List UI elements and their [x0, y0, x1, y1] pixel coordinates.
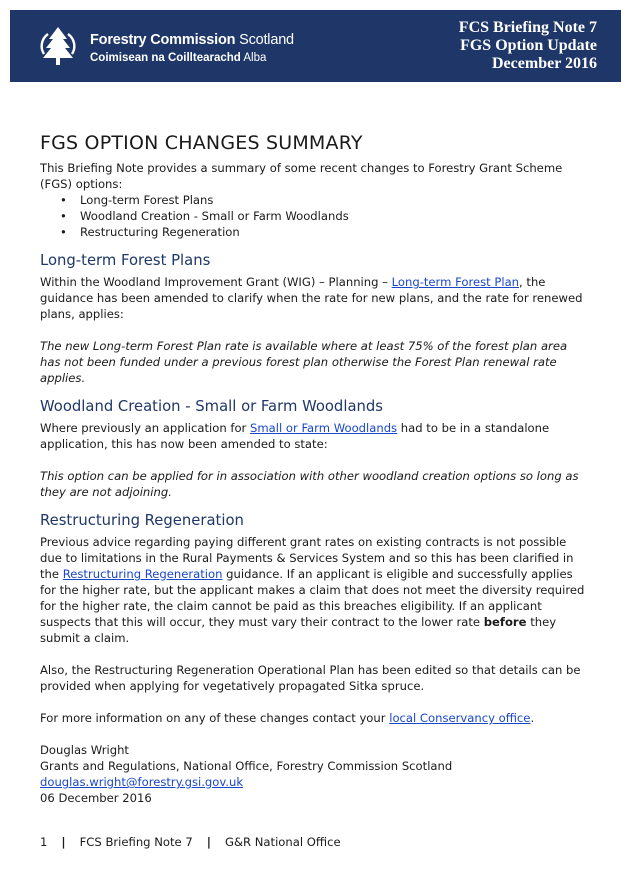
restructuring-paragraph: Previous advice regarding paying different grant rates on existing contracts is not possible due to limitations in the Rural Payments & Services System and so this has been clarified in the Restructuring Regeneration guidance. If an applicant is eligible and successfully applies for the higher rate, but the applicant makes a claim that does not meet the diversity required for the higher rate, the claim cannot be paid as this breaches eligibility. If an applicant suspects that this will occur, they must vary their contract to the lower rate before they submit a claim.	[40, 535, 585, 645]
note-title-line3: December 2016	[492, 55, 597, 72]
list-item: • Restructuring Regeneration	[80, 224, 588, 240]
signature-role: Grants and Regulations, National Office, Forestry Commission Scotland	[40, 759, 453, 773]
tree-logo-icon	[36, 24, 80, 68]
org-gaelic-name: Coimisean na Coilltearachd Alba	[90, 52, 267, 64]
signature-name: Douglas Wright	[40, 743, 129, 757]
forest-plans-quote: The new Long-term Forest Plan rate is available where at least 75% of the forest plan area has not been funded under a previous forest plan otherwise the Forest Plan renewal rate applies.	[40, 339, 568, 385]
document-body	[40, 132, 588, 806]
page-title: FGS OPTION CHANGES SUMMARY	[40, 132, 363, 154]
local-conservancy-office-link[interactable]: local Conservancy office	[389, 711, 531, 725]
footer-doc-name: FCS Briefing Note 7	[79, 835, 193, 849]
option-list	[40, 192, 588, 240]
operational-plan-paragraph: Also, the Restructuring Regeneration Operational Plan has been edited so that details can be provided when applying for vegetatively propagated Sitka spruce.	[40, 663, 581, 693]
signature-date: 06 December 2016	[40, 791, 152, 805]
org-name: Forestry Commission Scotland	[90, 32, 294, 48]
header-banner	[10, 10, 621, 82]
footer-office: G&R National Office	[224, 835, 341, 849]
signature-email	[40, 774, 588, 790]
intro-paragraph: This Briefing Note provides a summary of some recent changes to Forestry Grant Scheme (FGS) options:	[40, 161, 563, 191]
small-or-farm-woodlands-link[interactable]: Small or Farm Woodlands	[250, 421, 398, 435]
page-number: 1	[40, 835, 48, 849]
email-link[interactable]: douglas.wright@forestry.gsi.gov.uk	[40, 775, 244, 789]
restructuring-regeneration-link[interactable]: Restructuring Regeneration	[62, 567, 223, 581]
section-heading-woodland-creation: Woodland Creation - Small or Farm Woodlands	[40, 398, 383, 415]
list-item: • Long-term Forest Plans	[80, 192, 588, 208]
contact-paragraph: For more information on any of these changes contact your local Conservancy office.	[40, 711, 535, 725]
note-title-line1: FCS Briefing Note 7	[458, 19, 597, 36]
note-title-line2: FGS Option Update	[460, 37, 597, 54]
footer-separator: |	[206, 835, 211, 849]
list-item: • Woodland Creation - Small or Farm Woodlands	[80, 208, 588, 224]
forest-plans-paragraph: Within the Woodland Improvement Grant (WIG) – Planning – Long-term Forest Plan, the guidance has been amended to clarify when the rate for new plans, and the rate for renewed plans, applies:	[40, 275, 583, 321]
long-term-forest-plan-link[interactable]: Long-term Forest Plan	[391, 275, 520, 289]
briefing-note-title	[459, 19, 597, 73]
page-footer	[40, 835, 341, 849]
woodland-creation-quote: This option can be applied for in association with other woodland creation options so long as they are not adjoining.	[40, 469, 579, 499]
woodland-creation-paragraph: Where previously an application for Small or Farm Woodlands had to be in a standalone application, this has now been amended to state:	[40, 421, 550, 451]
footer-separator: |	[61, 835, 66, 849]
section-heading-restructuring: Restructuring Regeneration	[40, 512, 244, 529]
section-heading-forest-plans: Long-term Forest Plans	[40, 252, 211, 269]
